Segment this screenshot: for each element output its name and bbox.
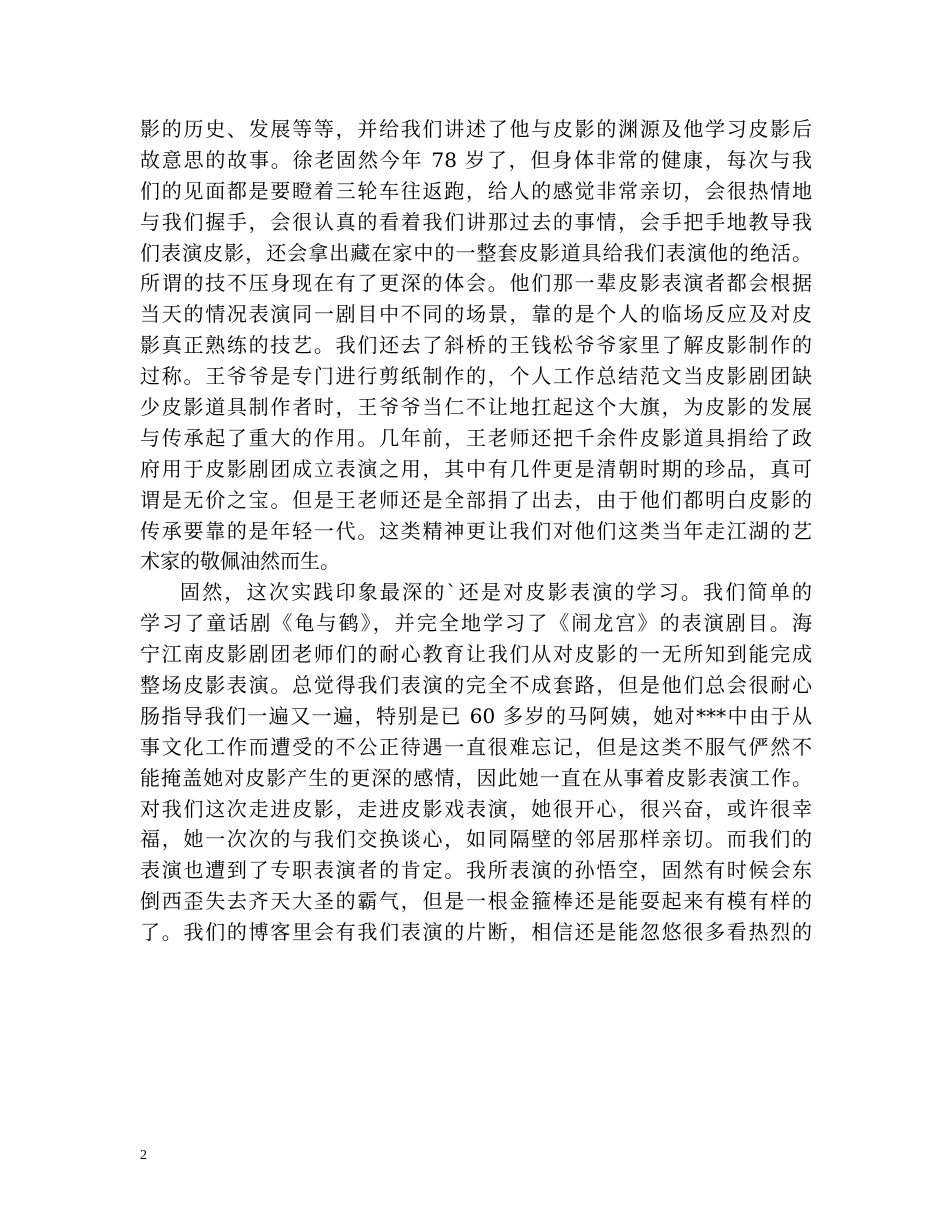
- text-line: 与传承起了重大的作用。几年前，王老师还把千余件皮影道具捐给了政: [140, 425, 812, 450]
- paragraph-1: [140, 114, 812, 577]
- text-line: 府用于皮影剧团成立表演之用，其中有几件更是清朝时期的珍品，真可: [140, 456, 812, 481]
- text-line: 谓是无价之宝。但是王老师还是全部捐了出去，由于他们都明白皮影的: [140, 487, 812, 512]
- text-line: 倒西歪失去齐天大圣的霸气，但是一根金箍棒还是能耍起来有模有样的: [140, 889, 812, 914]
- text-line: 福，她一次次的与我们交换谈心，如同隔壁的邻居那样亲切。而我们的: [140, 827, 812, 852]
- text-line: 对我们这次走进皮影，走进皮影戏表演，她很开心，很兴奋，或许很幸: [140, 796, 812, 821]
- text-line: 们表演皮影，还会拿出藏在家中的一整套皮影道具给我们表演他的绝活。: [140, 240, 812, 265]
- text-line: 过称。王爷爷是专门进行剪纸制作的，个人工作总结范文当皮影剧团缺: [140, 364, 812, 389]
- text-line: 事文化工作而遭受的不公正待遇一直很难忘记，但是这类不服气俨然不: [140, 734, 812, 759]
- page-number: 2: [140, 1148, 147, 1163]
- text-line: 术家的敬佩油然而生。: [140, 549, 340, 574]
- text-line: 能掩盖她对皮影产生的更深的感情，因此她一直在从事着皮影表演工作。: [140, 765, 812, 790]
- text-line: 宁江南皮影剧团老师们的耐心教育让我们从对皮影的一无所知到能完成: [140, 642, 812, 667]
- text-line: 与我们握手，会很认真的看着我们讲那过去的事情，会手把手地教导我: [140, 209, 812, 234]
- text-line: 所谓的技不压身现在有了更深的体会。他们那一辈皮影表演者都会根据: [140, 271, 812, 296]
- text-line: 表演也遭到了专职表演者的肯定。我所表演的孙悟空，固然有时候会东: [140, 858, 812, 883]
- text-line: 了。我们的博客里会有我们表演的片断，相信还是能忽悠很多看热烈的: [140, 920, 812, 945]
- text-line: 故意思的故事。徐老固然今年 78 岁了，但身体非常的健康，每次与我: [140, 147, 812, 172]
- text-line: 整场皮影表演。总觉得我们表演的完全不成套路，但是他们总会很耐心: [140, 673, 812, 698]
- text-line: 影真正熟练的技艺。我们还去了斜桥的王钱松爷爷家里了解皮影制作的: [140, 333, 812, 358]
- text-line: 少皮影道具制作者时，王爷爷当仁不让地扛起这个大旗，为皮影的发展: [140, 395, 812, 420]
- text-line: 传承要靠的是年轻一代。这类精神更让我们对他们这类当年走江湖的艺: [140, 518, 812, 543]
- paragraph-2: [140, 577, 812, 948]
- text-line: 当天的情况表演同一剧目中不同的场景，靠的是个人的临场反应及对皮: [140, 302, 812, 327]
- text-line: 固然，这次实践印象最深的`还是对皮影表演的学习。我们简单的: [180, 580, 812, 605]
- text-line: 影的历史、发展等等，并给我们讲述了他与皮影的渊源及他学习皮影后: [140, 117, 812, 141]
- text-line: 肠指导我们一遍又一遍，特别是已 60 多岁的马阿姨，她对***中由于从: [140, 703, 812, 728]
- text-line: 学习了童话剧《龟与鹤》，并完全地学习了《闹龙宫》的表演剧目。海: [140, 611, 812, 636]
- text-line: 们的见面都是要瞪着三轮车往返跑，给人的感觉非常亲切，会很热情地: [140, 178, 812, 203]
- body-text: [140, 114, 812, 948]
